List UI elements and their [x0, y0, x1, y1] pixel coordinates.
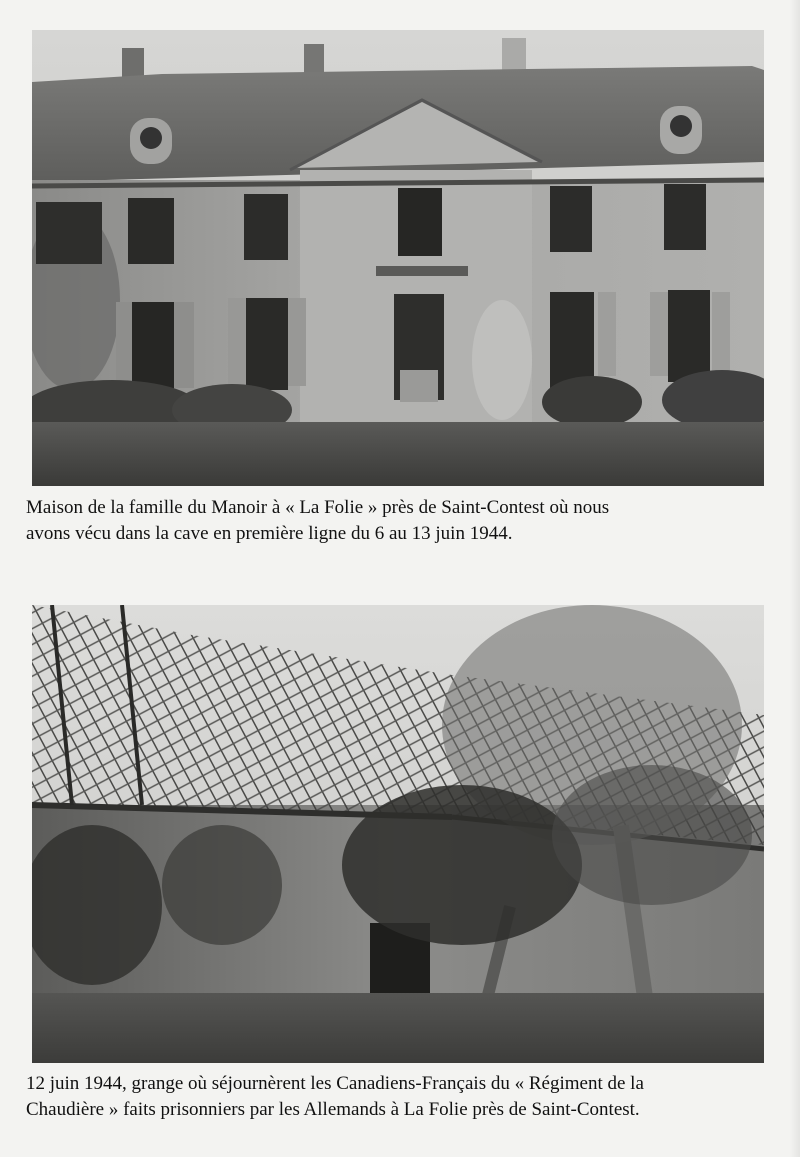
- page-edge: [790, 0, 800, 1157]
- manor-house-image: [32, 30, 764, 486]
- manor-house-caption: [26, 495, 766, 547]
- caption-line: Chaudière » faits prisonniers par les Allemands à La Folie près de Saint-Contest.: [26, 1099, 640, 1120]
- caption-line: avons vécu dans la cave en première ligne du 6 au 13 juin 1944.: [26, 523, 513, 544]
- caption-line: Maison de la famille du Manoir à « La Folie » près de Saint-Contest où nous: [26, 497, 610, 518]
- barn-caption: [26, 1071, 766, 1123]
- barn-image: [32, 605, 764, 1063]
- barn-photo: [32, 605, 764, 1063]
- caption-line: 12 juin 1944, grange où séjournèrent les Canadiens-Français du « Régiment de la: [26, 1073, 644, 1094]
- manor-house-photo: [32, 30, 764, 486]
